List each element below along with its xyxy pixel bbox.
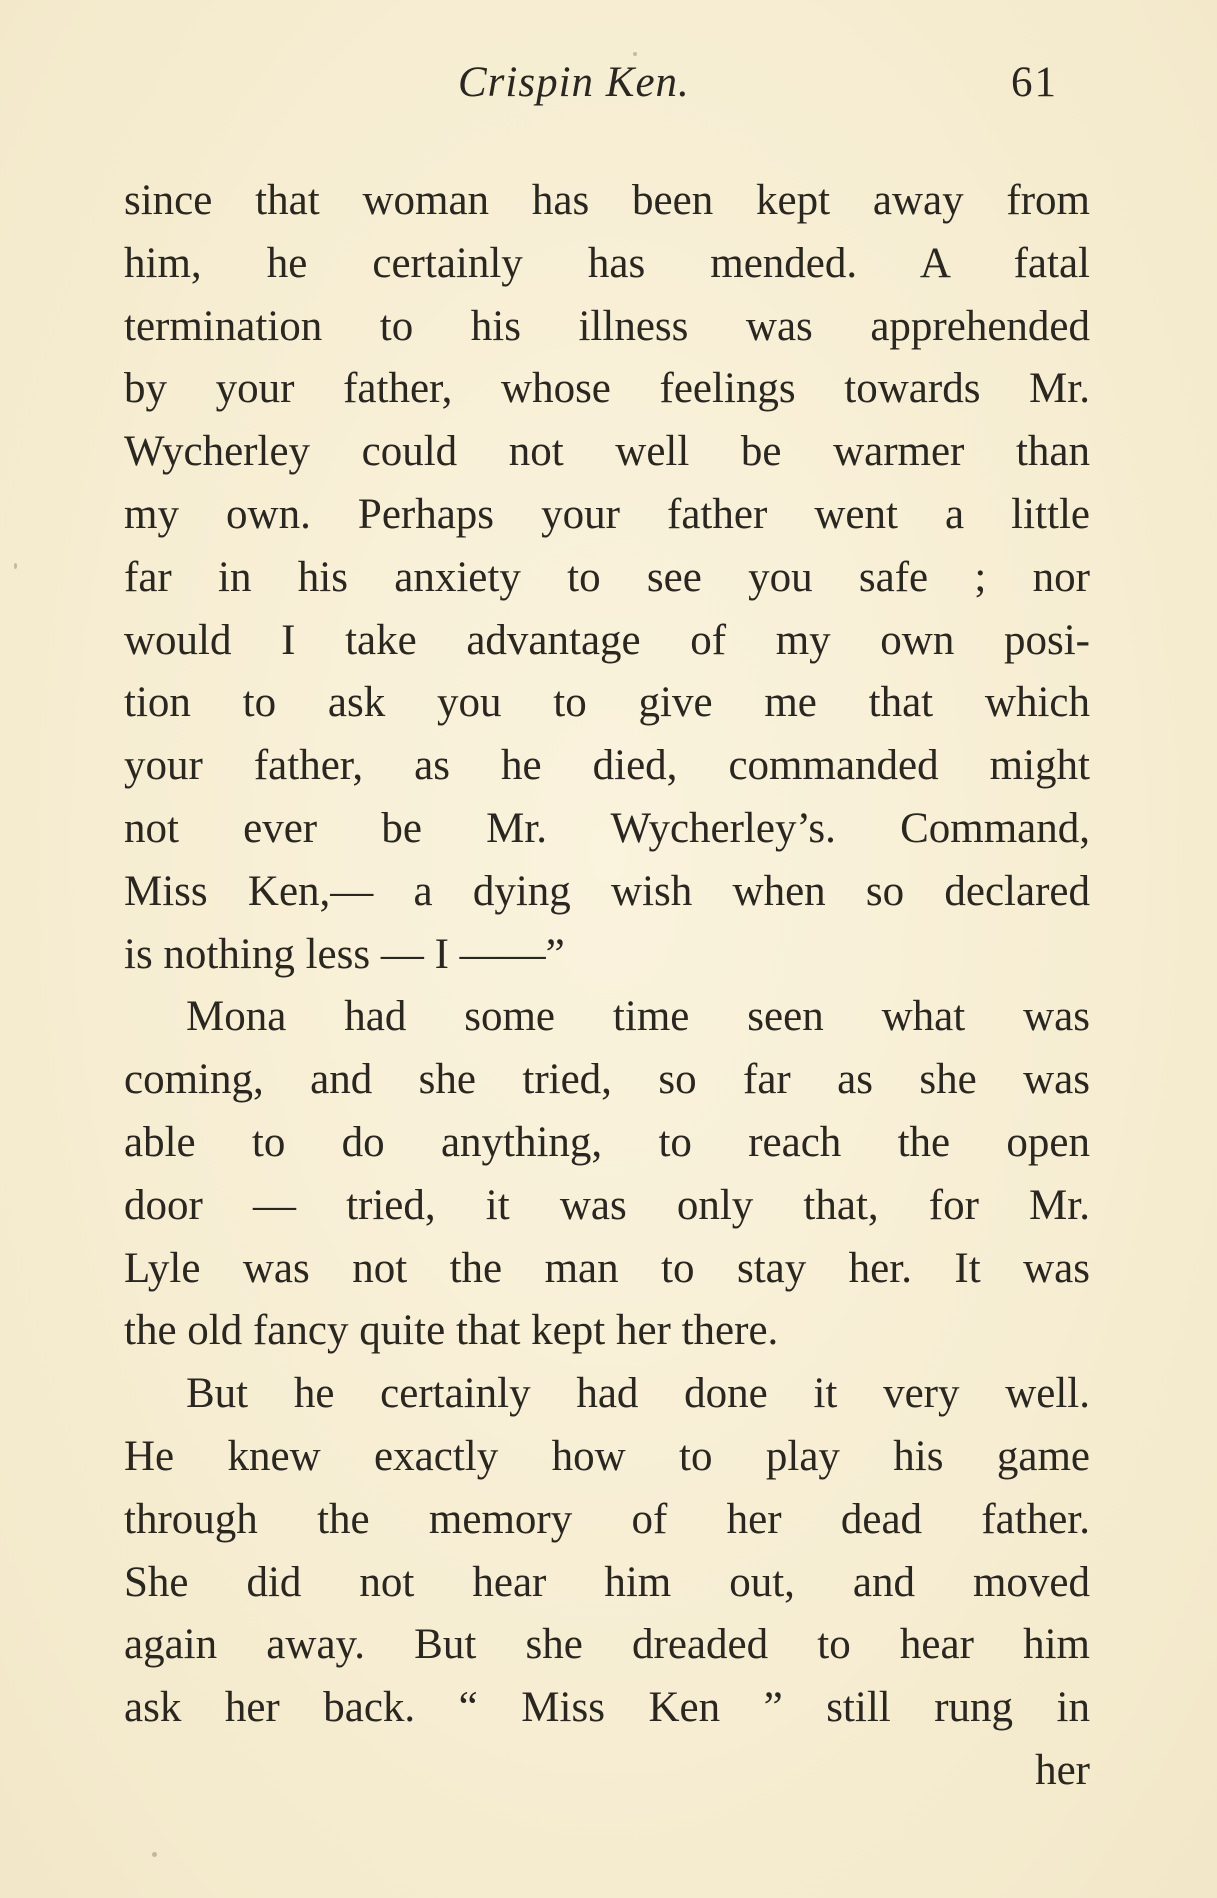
text-line: by your father, whose feelings towards Mr. [124,365,1090,413]
text-line: through the memory of her dead father. [124,1495,1090,1543]
text-line: Wycherley could not well be warmer than [124,428,1090,476]
text-line: not ever be Mr. Wycherley’s. Command, [124,804,1090,852]
paragraph-start-line: But he certainly had done it very well. [186,1370,1090,1418]
text-line: able to do anything, to reach the open [124,1118,1090,1166]
paper-speck [152,1852,157,1857]
running-head-title: Crispin Ken. [458,59,690,106]
text-line: door — tried, it was only that, for Mr. [124,1181,1090,1229]
text-line: the old fancy quite that kept her there. [124,1307,779,1355]
text-line: She did not hear him out, and moved [124,1558,1090,1606]
text-line: Lyle was not the man to stay her. It was [124,1244,1090,1292]
text-line: again away. But she dreaded to hear him [124,1621,1090,1669]
running-head [124,58,1074,118]
body-text [124,170,1090,1803]
paper-speck [633,52,637,56]
text-line: He knew exactly how to play his game [124,1432,1090,1480]
text-line: my own. Perhaps your father went a little [124,490,1090,538]
text-line: him, he certainly has mended. A fatal [124,239,1090,287]
text-line: would I take advantage of my own posi- [124,616,1090,664]
text-line: termination to his illness was apprehended [124,302,1090,350]
text-line: is nothing less — I ——” [124,930,565,978]
paragraph-start-line: Mona had some time seen what was [186,993,1090,1041]
page-number: 61 [1011,59,1058,106]
text-line: your father, as he died, commanded might [124,742,1090,790]
text-line: far in his anxiety to see you safe ; nor [124,553,1090,601]
paper-speck [14,563,17,569]
text-line: ask her back. “ Miss Ken ” still rung in [124,1684,1090,1732]
text-line: since that woman has been kept away from [124,177,1090,224]
text-line: Miss Ken,— a dying wish when so declared [124,867,1090,915]
text-line: tion to ask you to give me that which [124,679,1090,727]
text-line: coming, and she tried, so far as she was [124,1056,1090,1104]
catchword-line: her [1035,1746,1090,1794]
